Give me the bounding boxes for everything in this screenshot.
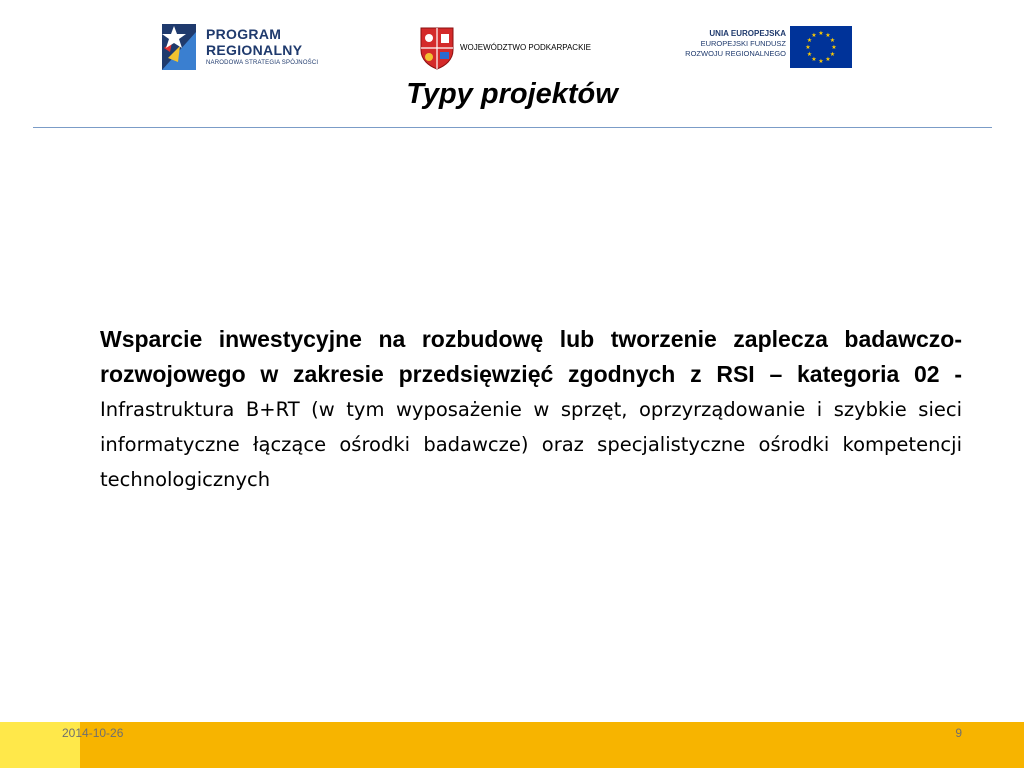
- unia-europejska-line1: UNIA EUROPEJSKA: [709, 29, 786, 38]
- footer-date: 2014-10-26: [62, 726, 124, 740]
- unia-europejska-text: [685, 28, 786, 59]
- svg-text:★: ★: [805, 44, 811, 51]
- svg-text:★: ★: [806, 37, 813, 44]
- wojewodztwo-logo: [418, 26, 618, 70]
- coat-of-arms-icon: [418, 26, 456, 70]
- unia-europejska-line2: EUROPEJSKI FUNDUSZ: [700, 39, 786, 48]
- svg-text:★: ★: [811, 56, 817, 63]
- svg-text:★: ★: [825, 32, 831, 39]
- svg-text:★: ★: [806, 51, 813, 58]
- wojewodztwo-label: WOJEWÓDZTWO PODKARPACKIE: [460, 43, 591, 52]
- program-regionalny-star-icon: [160, 18, 200, 74]
- program-regionalny-line3: NARODOWA STRATEGIA SPÓJNOŚCI: [206, 60, 319, 66]
- page-number: 9: [955, 726, 962, 740]
- program-regionalny-line2: REGIONALNY: [206, 42, 303, 58]
- program-regionalny-line1: PROGRAM: [206, 26, 282, 42]
- unia-europejska-line3: ROZWOJU REGIONALNEGO: [685, 49, 786, 58]
- body-bold-text: Wsparcie inwestycyjne na rozbudowę lub tworzenie zaplecza badawczo-rozwojowego w zakresie przedsięwzięć zgodnych z RSI – kategoria 02 -: [100, 326, 962, 387]
- svg-text:★: ★: [818, 58, 824, 65]
- program-regionalny-logo: [160, 18, 340, 74]
- eu-flag-icon: [790, 26, 852, 68]
- svg-text:★: ★: [831, 44, 837, 51]
- svg-text:★: ★: [829, 37, 836, 44]
- svg-text:★: ★: [825, 56, 831, 63]
- svg-text:★: ★: [818, 30, 824, 37]
- body-paragraph: [100, 322, 962, 497]
- footer-bar: [0, 722, 1024, 768]
- svg-text:★: ★: [829, 51, 836, 58]
- slide-title: Typy projektów: [406, 78, 618, 110]
- svg-text:★: ★: [811, 32, 817, 39]
- title-divider: [33, 127, 992, 128]
- body-regular-text: Infrastruktura B+RT (w tym wyposażenie w sprzęt, oprzyrządowanie i szybkie sieci informatyczne łączące ośrodki badawcze) oraz specjalistyczne ośrodki kompetencji technologicznych: [100, 398, 962, 491]
- unia-europejska-logo: [680, 26, 860, 70]
